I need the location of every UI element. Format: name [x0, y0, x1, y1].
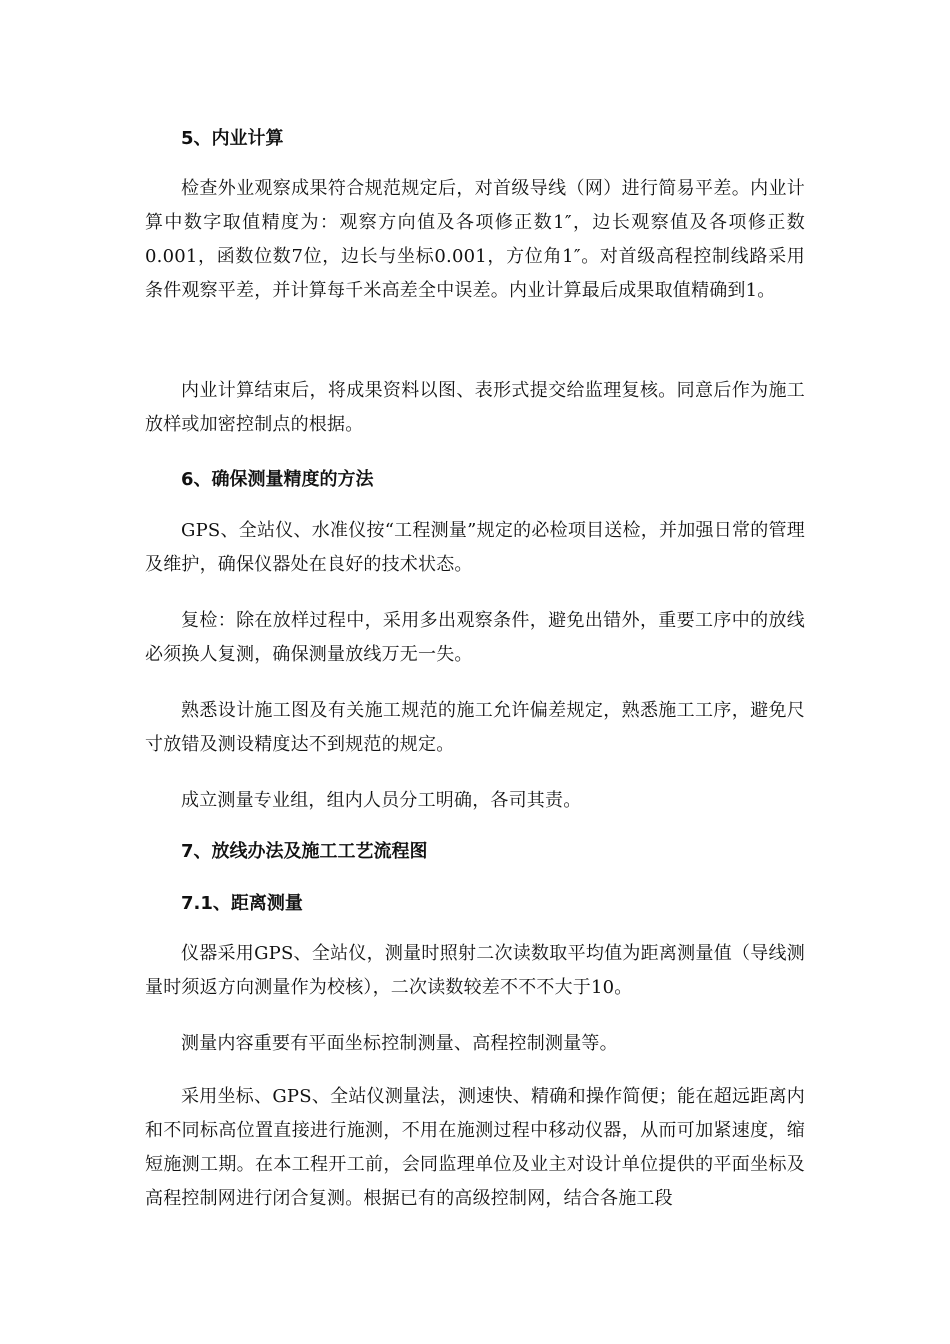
section-6-heading: 6、确保测量精度的方法	[181, 469, 374, 490]
section-6-paragraph-3: 熟悉设计施工图及有关施工规范的施工允许偏差规定，熟悉施工工序，避免尺寸放错及测设精度达不到规范的规定。	[145, 700, 805, 755]
section-7-1-heading: 7.1、距离测量	[181, 893, 303, 914]
section-5-paragraph-2: 内业计算结束后，将成果资料以图、表形式提交给监理复核。同意后作为施工放样或加密控制点的根据。	[145, 380, 805, 435]
section-7-heading: 7、放线办法及施工工艺流程图	[181, 841, 428, 862]
section-6-paragraph-4: 成立测量专业组，组内人员分工明确，各司其责。	[181, 790, 582, 811]
section-7-1-paragraph-1: 仪器采用GPS、全站仪，测量时照射二次读数取平均值为距离测量值（导线测量时须返方向测量作为校核），二次读数较差不不不大于10。	[145, 943, 805, 998]
section-5-heading: 5、内业计算	[181, 128, 284, 149]
section-6-paragraph-1: GPS、全站仪、水准仪按“工程测量”规定的必检项目送检，并加强日常的管理及维护，确保仪器处在良好的技术状态。	[145, 520, 805, 575]
section-6-paragraph-2: 复检：除在放样过程中，采用多出观察条件，避免出错外，重要工序中的放线必须换人复测，确保测量放线万无一失。	[145, 610, 805, 665]
section-5-paragraph-1: 检查外业观察成果符合规范规定后，对首级导线（网）进行简易平差。内业计算中数字取值精度为：观察方向值及各项修正数1″，边长观察值及各项修正数0.001，函数位数7位，边长与坐标0.001，方位角1″。对首级高程控制线路采用条件观察平差，并计算每千米高差全中误差。内业计算最后成果取值精确到1。	[145, 178, 805, 301]
section-7-1-paragraph-3: 采用坐标、GPS、全站仪测量法，测速快、精确和操作简便；能在超远距离内和不同标高位置直接进行施测，不用在施测过程中移动仪器，从而可加紧速度，缩短施测工期。在本工程开工前，会同监理单位及业主对设计单位提供的平面坐标及高程控制网进行闭合复测。根据已有的高级控制网，结合各施工段	[145, 1086, 805, 1209]
section-7-1-paragraph-2: 测量内容重要有平面坐标控制测量、高程控制测量等。	[181, 1033, 618, 1054]
